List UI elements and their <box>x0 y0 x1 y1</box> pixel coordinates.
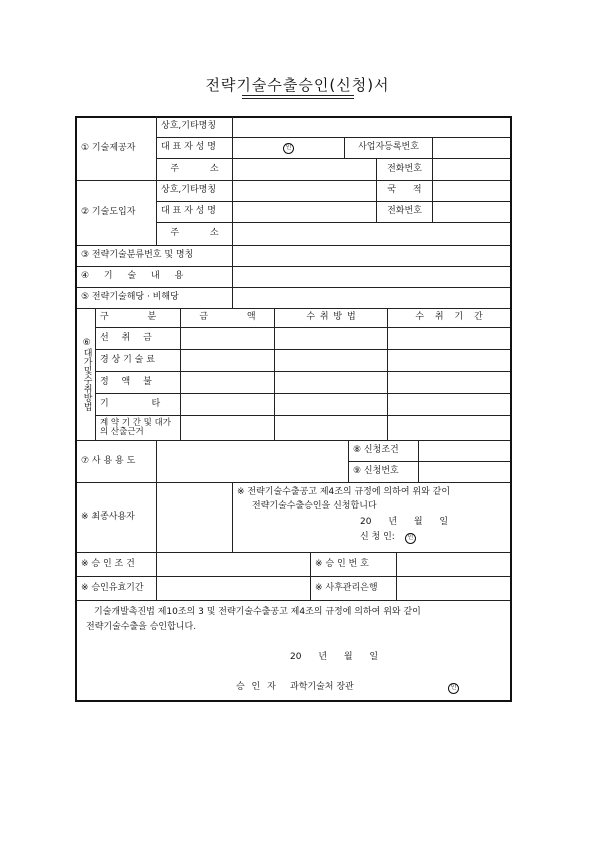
amount-cell[interactable] <box>181 350 274 371</box>
approver-label: 승 인 자 <box>236 682 276 693</box>
end-user-label: ※ 최종사용자 <box>81 511 135 522</box>
importer-name-field[interactable] <box>233 181 376 201</box>
exporter-phone-label: 전화번호 <box>387 163 422 174</box>
exporter-address-field[interactable] <box>233 159 376 180</box>
importer-label: ② 기술도입자 <box>81 207 136 218</box>
exporter-rep-field[interactable] <box>233 138 344 158</box>
exporter-label: ① 기술제공자 <box>81 142 136 153</box>
exporter-address-label: 주 소 <box>170 163 219 174</box>
header-period: 수 취 기 간 <box>415 312 483 323</box>
consideration-label: ⑥대가및수취방법 <box>81 337 92 411</box>
seal-icon: 인 <box>448 683 459 694</box>
header-method: 수 취 방 법 <box>306 312 356 323</box>
row-advance-label: 선 취 금 <box>100 332 152 343</box>
app-number-label: ⑨ 신청번호 <box>353 466 399 477</box>
importer-rep-field[interactable] <box>233 202 376 222</box>
usage-field[interactable] <box>157 441 348 482</box>
approval-no-field[interactable] <box>397 553 510 576</box>
approval-text-line-2: 전략기술수출을 승인합니다. <box>86 622 197 633</box>
exporter-name-label: 상호,기타명칭 <box>161 121 217 132</box>
application-date: 20 년 월 일 <box>360 517 449 528</box>
importer-address-label: 주 소 <box>170 228 219 239</box>
end-user-field[interactable] <box>157 483 232 552</box>
biz-no-field[interactable] <box>433 138 510 158</box>
tech-class-label: ③ 전략기술분류번호 및 명칭 <box>81 250 194 261</box>
row-fixed-label: 정 액 불 <box>100 376 152 387</box>
seal-icon: 인 <box>405 533 416 544</box>
header-amount: 금 액 <box>199 312 256 323</box>
app-condition-label: ⑧ 신청조건 <box>353 445 399 456</box>
approval-valid-field[interactable] <box>157 577 310 600</box>
tech-content-label: ④ 기 술 내 용 <box>81 271 184 282</box>
title-underline <box>242 95 354 96</box>
amount-cell[interactable] <box>181 394 274 415</box>
bank-field[interactable] <box>397 577 510 600</box>
biz-no-label: 사업자등록번호 <box>358 142 419 153</box>
applicant-line <box>356 531 510 545</box>
approver-name: 과학기술처 장관 <box>290 682 354 693</box>
importer-phone-field[interactable] <box>433 202 510 222</box>
row-contract-label: 계 약 기 간 및 대가의 산출근거 <box>100 417 171 437</box>
exporter-name-field[interactable] <box>233 117 510 137</box>
approver-seal <box>444 681 468 695</box>
header-category: 구 분 <box>100 312 157 323</box>
importer-phone-label: 전화번호 <box>387 206 422 217</box>
title-underline <box>242 98 354 99</box>
strategic-status-label: ⑤ 전략기술해당 · 비해당 <box>81 292 179 303</box>
row-other-label: 기 타 <box>100 398 161 409</box>
tech-content-field[interactable] <box>233 267 510 287</box>
row-royalty-label: 경 상 기 술 료 <box>100 354 155 365</box>
exporter-rep-label: 대 표 자 성 명 <box>161 142 216 153</box>
approval-no-label: ※ 승 인 번 호 <box>315 558 369 569</box>
approval-cond-field[interactable] <box>157 553 310 576</box>
app-number-field[interactable] <box>419 462 510 482</box>
tech-class-field[interactable] <box>233 246 510 266</box>
form-title: 전략기술수출승인(신청)서 <box>205 76 390 94</box>
app-condition-field[interactable] <box>419 441 510 461</box>
approval-valid-label: ※ 승인유효기간 <box>81 582 144 593</box>
approval-cond-label: ※ 승 인 조 건 <box>81 558 135 569</box>
approval-text-line-1: 기술개발촉진법 제10조의 3 및 전략기술수출공고 제4조의 규정에 의하여 위와 같이 <box>94 607 421 618</box>
declaration-line-1: ※ 전략기술수출공고 제4조의 규정에 의하여 위와 같이 <box>237 487 451 498</box>
applicant-label: 신 청 인: <box>360 532 395 543</box>
importer-address-field[interactable] <box>233 223 510 245</box>
bank-label: ※ 사후관리은행 <box>315 582 378 593</box>
seal-icon: 인 <box>283 143 294 154</box>
amount-cell[interactable] <box>181 328 274 349</box>
approval-date: 20 년 월 일 <box>290 652 379 663</box>
importer-rep-label: 대 표 자 성 명 <box>161 206 216 217</box>
importer-country-label: 국 적 <box>387 185 422 196</box>
exporter-phone-field[interactable] <box>433 159 510 180</box>
amount-cell[interactable] <box>181 372 274 393</box>
importer-country-field[interactable] <box>433 181 510 201</box>
declaration-line-2: 전략기술수출승인을 신청합니다 <box>252 501 377 512</box>
amount-cell[interactable] <box>181 416 274 440</box>
strategic-status-field[interactable] <box>233 288 510 308</box>
importer-name-label: 상호,기타명칭 <box>161 185 217 196</box>
usage-label: ⑦ 사 용 용 도 <box>81 455 136 466</box>
